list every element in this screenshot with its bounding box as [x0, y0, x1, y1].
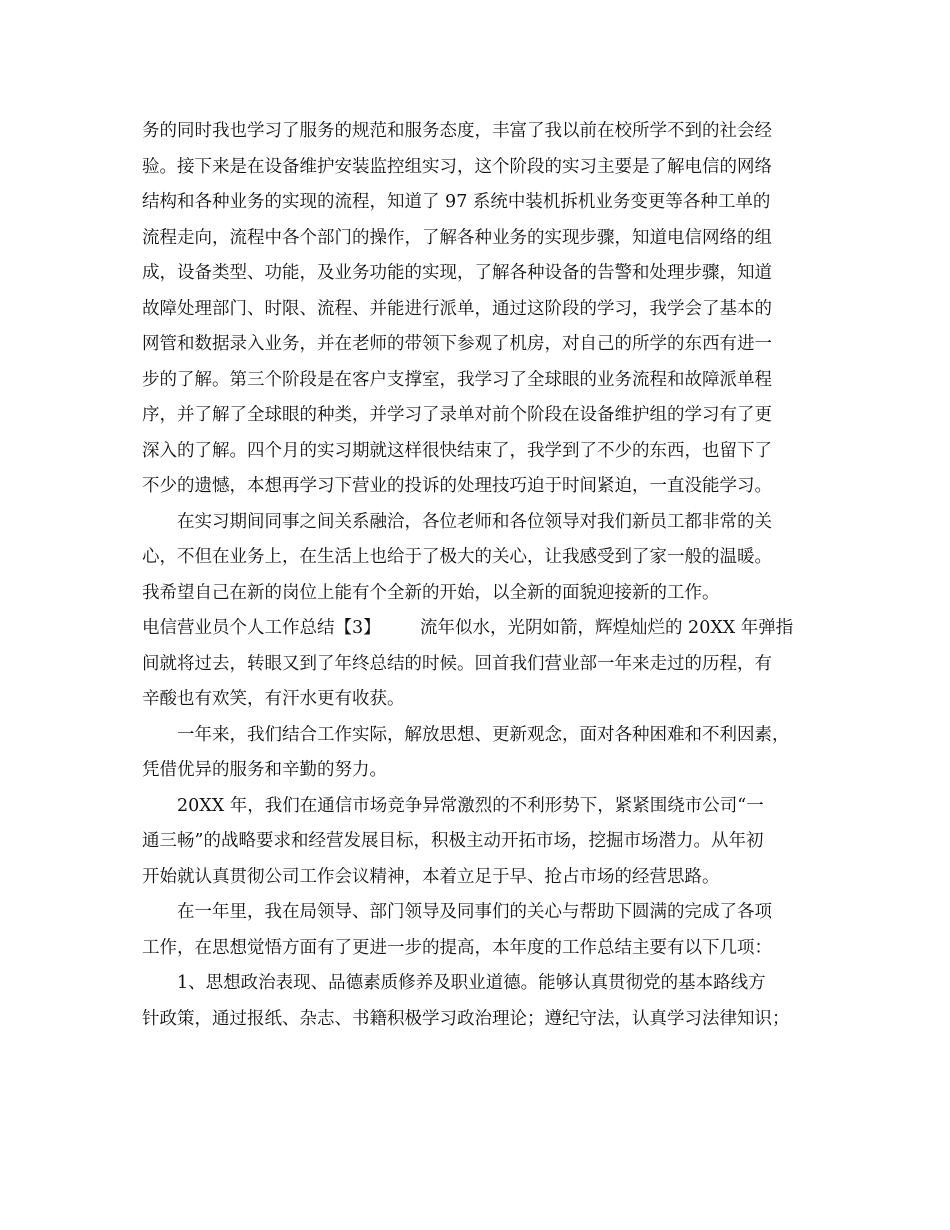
- section-heading: 电信营业员个人工作总结【3】: [142, 618, 381, 638]
- text-line: 开始就认真贯彻公司工作会议精神，本着立足于早、抢占市场的经营思路。: [142, 867, 720, 887]
- text-line: 步的了解。第三个阶段是在客户支撑室，我学习了全球眼的业务流程和故障派单程: [142, 370, 772, 390]
- text-line: 间就将过去，转眼又到了年终总结的时候。回首我们营业部一年来走过的历程，有: [142, 654, 772, 674]
- heading-trailing-text: 流年似水，光阴如箭，辉煌灿烂的 20XX 年弹指: [420, 618, 794, 638]
- text-line: 故障处理部门、时限、流程、并能进行派单，通过这阶段的学习，我学会了基本的: [142, 299, 772, 319]
- text-line: 1、思想政治表现、品德素质修养及职业道德。能够认真贯彻党的基本路线方: [142, 973, 766, 993]
- text-line: 工作，在思想觉悟方面有了更进一步的提高，本年度的工作总结主要有以下几项：: [142, 938, 772, 958]
- text-line: 验。接下来是在设备维护安装监控组实习，这个阶段的实习主要是了解电信的网络: [142, 157, 772, 177]
- text-line: 深入的了解。四个月的实习期就这样很快结束了，我学到了不少的东西，也留下了: [142, 441, 772, 461]
- text-line: 流程走向，流程中各个部门的操作，了解各种业务的实现步骤，知道电信网络的组: [142, 228, 772, 248]
- text-line: 网管和数据录入业务，并在老师的带领下参观了机房，对自己的所学的东西有进一: [142, 334, 772, 354]
- text-line: 20XX 年，我们在通信市场竞争异常激烈的不利形势下，紧紧围绕市公司“一: [142, 796, 764, 816]
- text-line: 通三畅”的战略要求和经营发展目标，积极主动开拓市场，挖掘市场潜力。从年初: [142, 831, 764, 851]
- text-line: 我希望自己在新的岗位上能有个全新的开始，以全新的面貌迎接新的工作。: [142, 583, 720, 603]
- text-line: 成，设备类型、功能，及业务功能的实现，了解各种设备的告警和处理步骤，知道: [142, 263, 772, 283]
- text-line: 凭借优异的服务和辛勤的努力。: [142, 760, 387, 780]
- text-line: 辛酸也有欢笑，有汗水更有收获。: [142, 689, 405, 709]
- text-line: 结构和各种业务的实现的流程，知道了 97 系统中装机拆机业务变更等各种工单的: [142, 192, 771, 212]
- text-line: 不少的遗憾，本想再学习下营业的投诉的处理技巧迫于时间紧迫，一直没能学习。: [142, 476, 772, 496]
- text-line: 序，并了解了全球眼的种类，并学习了录单对前个阶段在设备维护组的学习有了更: [142, 405, 772, 425]
- text-line: 在一年里，我在局领导、部门领导及同事们的关心与帮助下圆满的完成了各项: [142, 902, 772, 922]
- text-line: 心，不但在业务上，在生活上也给于了极大的关心，让我感受到了家一般的温暖。: [142, 547, 772, 567]
- section-heading-line: [142, 616, 793, 640]
- text-line: 一年来，我们结合工作实际，解放思想、更新观念，面对各种困难和不利因素，: [142, 725, 790, 745]
- text-line: 针政策，通过报纸、杂志、书籍积极学习政治理论；遵纪守法，认真学习法律知识；: [142, 1009, 790, 1029]
- text-line: 在实习期间同事之间关系融洽，各位老师和各位领导对我们新员工都非常的关: [142, 512, 772, 532]
- text-line: 务的同时我也学习了服务的规范和服务态度，丰富了我以前在校所学不到的社会经: [142, 121, 772, 141]
